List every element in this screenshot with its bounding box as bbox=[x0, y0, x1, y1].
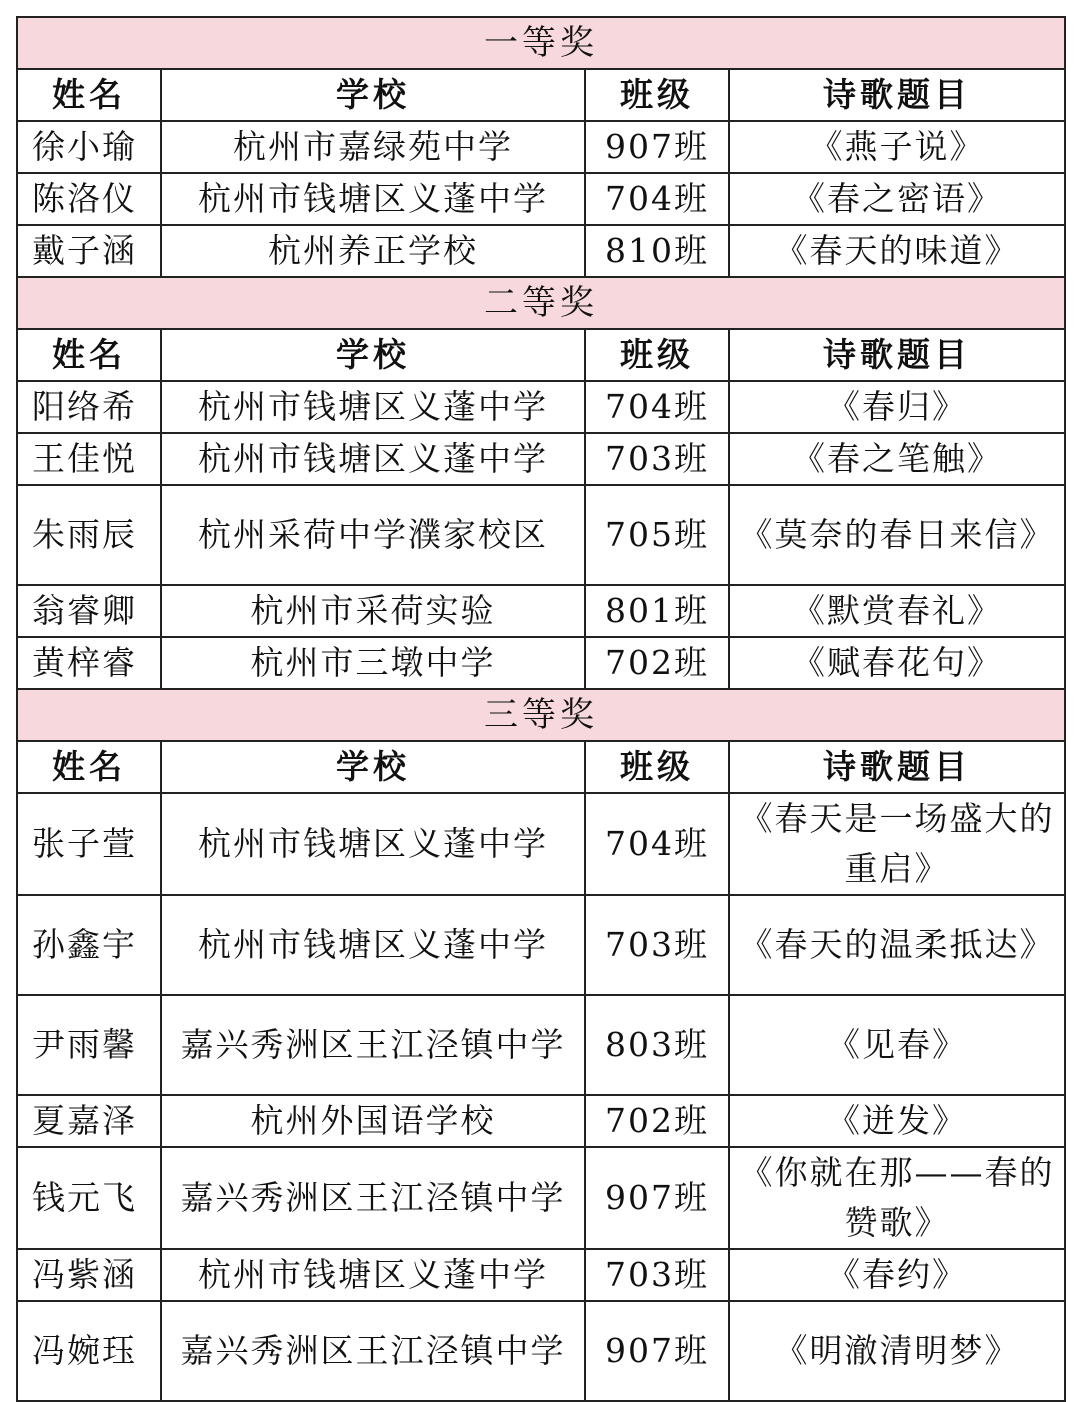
header-poem: 诗歌题目 bbox=[729, 329, 1065, 381]
class-name: 801班 bbox=[585, 585, 729, 637]
poem-title: 《春天的味道》 bbox=[729, 225, 1065, 277]
class-name: 705班 bbox=[585, 485, 729, 585]
poem-title: 《默赏春礼》 bbox=[729, 585, 1065, 637]
school-name: 杭州市采荷实验 bbox=[161, 585, 585, 637]
section-row bbox=[17, 277, 1065, 329]
table-row bbox=[17, 1301, 1065, 1401]
table-row bbox=[17, 225, 1065, 277]
school-name: 嘉兴秀洲区王江泾镇中学 bbox=[161, 995, 585, 1095]
table-row bbox=[17, 637, 1065, 689]
student-name: 钱元飞 bbox=[17, 1147, 161, 1249]
school-name: 杭州市钱塘区义蓬中学 bbox=[161, 1249, 585, 1301]
poem-title: 《春归》 bbox=[729, 381, 1065, 433]
poem-title: 《明澈清明梦》 bbox=[729, 1301, 1065, 1401]
poem-title: 《春天的温柔抵达》 bbox=[729, 895, 1065, 995]
section-title: 一等奖 bbox=[17, 17, 1065, 69]
class-name: 907班 bbox=[585, 1147, 729, 1249]
school-name: 杭州市钱塘区义蓬中学 bbox=[161, 173, 585, 225]
table-row bbox=[17, 1095, 1065, 1147]
class-name: 702班 bbox=[585, 637, 729, 689]
school-name: 嘉兴秀洲区王江泾镇中学 bbox=[161, 1147, 585, 1249]
class-name: 703班 bbox=[585, 895, 729, 995]
header-poem: 诗歌题目 bbox=[729, 741, 1065, 793]
header-row bbox=[17, 329, 1065, 381]
class-name: 703班 bbox=[585, 433, 729, 485]
section-row bbox=[17, 689, 1065, 741]
table-row bbox=[17, 585, 1065, 637]
student-name: 黄梓睿 bbox=[17, 637, 161, 689]
table-row bbox=[17, 1249, 1065, 1301]
school-name: 杭州市钱塘区义蓬中学 bbox=[161, 433, 585, 485]
class-name: 907班 bbox=[585, 121, 729, 173]
header-name: 姓名 bbox=[17, 741, 161, 793]
student-name: 孙鑫宇 bbox=[17, 895, 161, 995]
school-name: 杭州市嘉绿苑中学 bbox=[161, 121, 585, 173]
table-row bbox=[17, 433, 1065, 485]
student-name: 冯紫涵 bbox=[17, 1249, 161, 1301]
header-class: 班级 bbox=[585, 329, 729, 381]
school-name: 杭州市钱塘区义蓬中学 bbox=[161, 381, 585, 433]
class-name: 704班 bbox=[585, 793, 729, 895]
section-title: 三等奖 bbox=[17, 689, 1065, 741]
school-name: 杭州市钱塘区义蓬中学 bbox=[161, 895, 585, 995]
student-name: 夏嘉泽 bbox=[17, 1095, 161, 1147]
student-name: 王佳悦 bbox=[17, 433, 161, 485]
poem-title: 《春之笔触》 bbox=[729, 433, 1065, 485]
class-name: 702班 bbox=[585, 1095, 729, 1147]
school-name: 杭州外国语学校 bbox=[161, 1095, 585, 1147]
header-school: 学校 bbox=[161, 69, 585, 121]
table-row bbox=[17, 995, 1065, 1095]
header-row bbox=[17, 741, 1065, 793]
class-name: 703班 bbox=[585, 1249, 729, 1301]
student-name: 朱雨辰 bbox=[17, 485, 161, 585]
table-row bbox=[17, 1147, 1065, 1249]
school-name: 杭州市三墩中学 bbox=[161, 637, 585, 689]
poem-title: 《春约》 bbox=[729, 1249, 1065, 1301]
table-row bbox=[17, 173, 1065, 225]
header-school: 学校 bbox=[161, 329, 585, 381]
header-name: 姓名 bbox=[17, 69, 161, 121]
poem-title: 《见春》 bbox=[729, 995, 1065, 1095]
poem-title: 《迸发》 bbox=[729, 1095, 1065, 1147]
student-name: 张子萱 bbox=[17, 793, 161, 895]
table-row bbox=[17, 121, 1065, 173]
class-name: 907班 bbox=[585, 1301, 729, 1401]
student-name: 陈洛仪 bbox=[17, 173, 161, 225]
student-name: 阳络希 bbox=[17, 381, 161, 433]
school-name: 杭州市钱塘区义蓬中学 bbox=[161, 793, 585, 895]
section-row bbox=[17, 17, 1065, 69]
header-row bbox=[17, 69, 1065, 121]
poem-title: 《春之密语》 bbox=[729, 173, 1065, 225]
table-row bbox=[17, 485, 1065, 585]
section-title: 二等奖 bbox=[17, 277, 1065, 329]
awards-table bbox=[16, 16, 1066, 1402]
header-name: 姓名 bbox=[17, 329, 161, 381]
poem-title: 《赋春花句》 bbox=[729, 637, 1065, 689]
student-name: 尹雨馨 bbox=[17, 995, 161, 1095]
table-row bbox=[17, 381, 1065, 433]
school-name: 嘉兴秀洲区王江泾镇中学 bbox=[161, 1301, 585, 1401]
poem-title: 《春天是一场盛大的重启》 bbox=[729, 793, 1065, 895]
header-school: 学校 bbox=[161, 741, 585, 793]
table-row bbox=[17, 793, 1065, 895]
header-poem: 诗歌题目 bbox=[729, 69, 1065, 121]
poem-title: 《莫奈的春日来信》 bbox=[729, 485, 1065, 585]
header-class: 班级 bbox=[585, 741, 729, 793]
student-name: 戴子涵 bbox=[17, 225, 161, 277]
table-row bbox=[17, 895, 1065, 995]
poem-title: 《你就在那——春的赞歌》 bbox=[729, 1147, 1065, 1249]
class-name: 704班 bbox=[585, 173, 729, 225]
class-name: 704班 bbox=[585, 381, 729, 433]
school-name: 杭州养正学校 bbox=[161, 225, 585, 277]
class-name: 803班 bbox=[585, 995, 729, 1095]
school-name: 杭州采荷中学濮家校区 bbox=[161, 485, 585, 585]
student-name: 冯婉珏 bbox=[17, 1301, 161, 1401]
student-name: 徐小瑜 bbox=[17, 121, 161, 173]
header-class: 班级 bbox=[585, 69, 729, 121]
class-name: 810班 bbox=[585, 225, 729, 277]
poem-title: 《燕子说》 bbox=[729, 121, 1065, 173]
student-name: 翁睿卿 bbox=[17, 585, 161, 637]
